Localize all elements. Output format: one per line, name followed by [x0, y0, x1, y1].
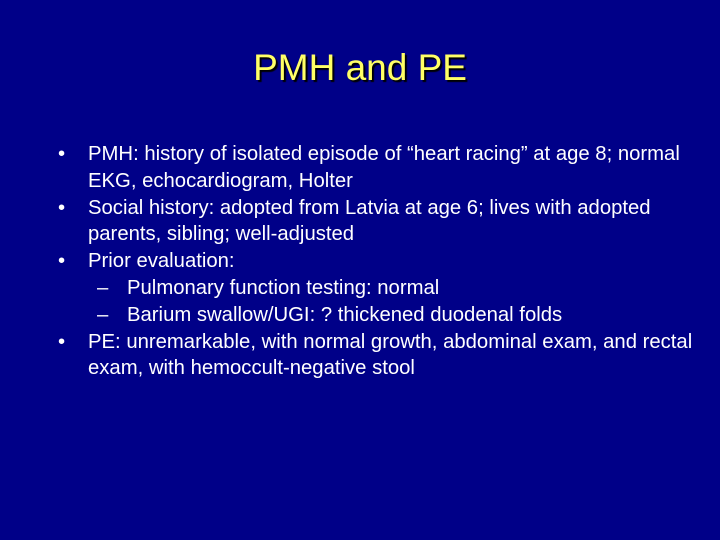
bullet-text: PE: unremarkable, with normal growth, abdominal exam, and rectal exam, with hemoccult-negative stool	[88, 330, 693, 380]
bullet-text: Social history: adopted from Latvia at age 6; lives with adopted parents, sibling; well-adjusted	[88, 196, 651, 246]
sub-bullet-barium-swallow	[58, 302, 698, 329]
bullet-item-social-history	[58, 195, 698, 249]
bullet-marker: •	[58, 196, 66, 219]
sub-bullet-marker: –	[97, 303, 109, 326]
sub-bullet-text: Pulmonary function testing: normal	[127, 276, 440, 299]
sub-bullet-marker: –	[97, 276, 109, 299]
sub-bullet-text: Barium swallow/UGI: ? thickened duodenal folds	[127, 303, 563, 326]
bullet-marker: •	[58, 330, 66, 353]
bullet-item-prior-evaluation	[58, 248, 698, 275]
bullet-item-pe	[58, 329, 698, 383]
bullet-list	[58, 141, 698, 382]
bullet-text: Prior evaluation:	[88, 250, 235, 273]
bullet-marker: •	[58, 250, 66, 273]
bullet-item-pmh	[58, 141, 698, 195]
bullet-marker: •	[58, 143, 66, 165]
bullet-text: PMH: history of isolated episode of “heart racing” at age 8; normal EKG, echocardiogram, Holter	[88, 143, 680, 192]
slide-title: PMH and PE	[253, 47, 467, 88]
sub-bullet-pulmonary-function	[58, 275, 698, 302]
